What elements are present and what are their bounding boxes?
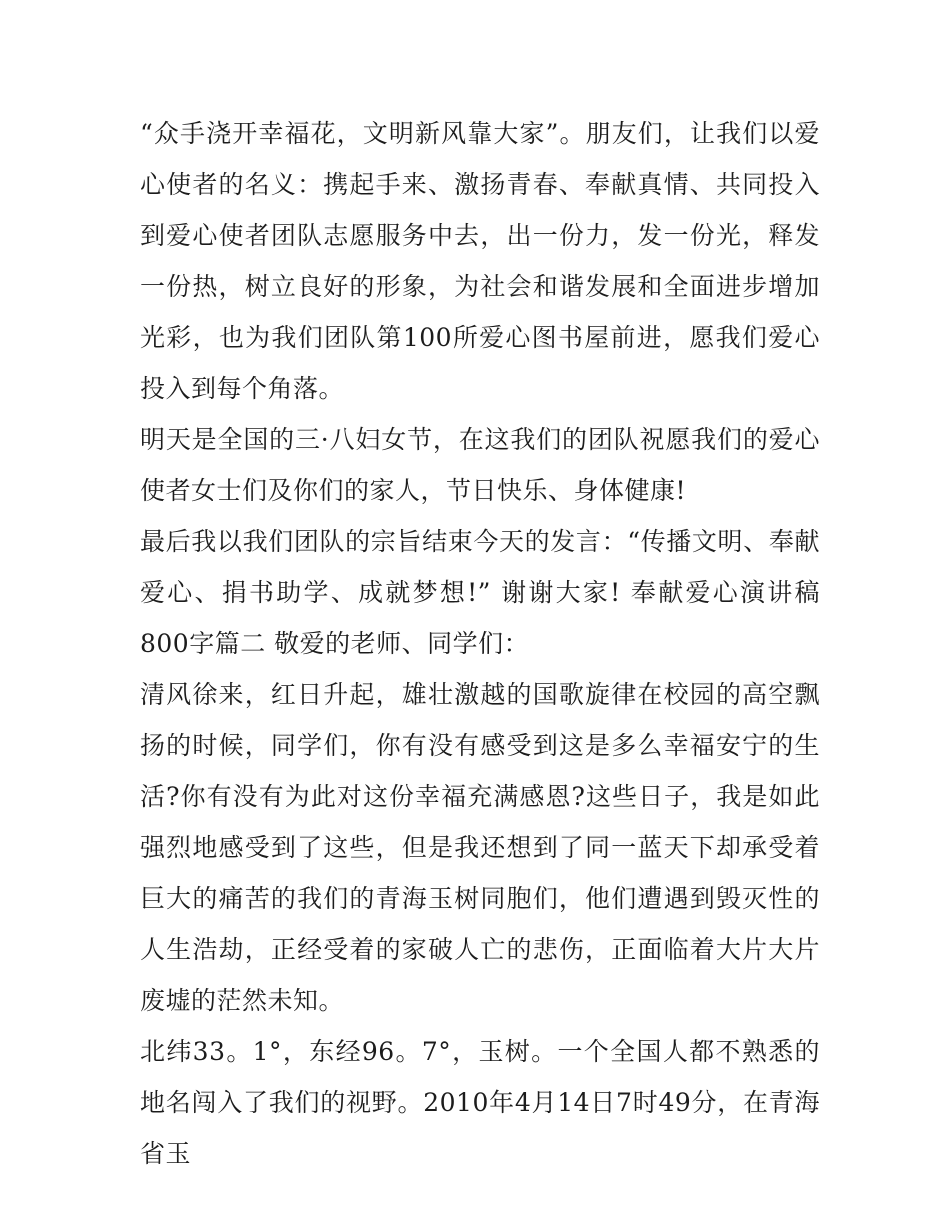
document-body [140,108,820,1179]
paragraph-3: 最后我以我们团队的宗旨结束今天的发言：“传播文明、奉献爱心、捐书助学、成就梦想!” 谢谢大家! 奉献爱心演讲稿800字篇二 敬爱的老师、同学们： [140,527,820,658]
paragraph-2: 明天是全国的三·八妇女节，在这我们的团队祝愿我们的爱心使者女士们及你们的家人，节日快乐、身体健康! [140,425,820,505]
paragraph-1: “众手浇开幸福花，文明新风靠大家”。朋友们，让我们以爱心使者的名义：携起手来、激扬青春、奉献真情、共同投入到爱心使者团队志愿服务中去，出一份力，发一份光，释发一份热，树立良好的形象，为社会和谐发展和全面进步增加光彩，也为我们团队第100所爱心图书屋前进，愿我们爱心投入到每个角落。 [140,119,820,403]
paragraph-5: 北纬33。1°，东经96。7°，玉树。一个全国人都不熟悉的地名闯入了我们的视野。2010年4月14日7时49分，在青海省玉 [140,1037,820,1168]
paragraph-4: 清风徐来，红日升起，雄壮激越的国歌旋律在校园的高空飘扬的时候，同学们，你有没有感受到这是多么幸福安宁的生活?你有没有为此对这份幸福充满感恩?这些日子，我是如此强烈地感受到了这些，但是我还想到了同一蓝天下却承受着巨大的痛苦的我们的青海玉树同胞们，他们遭遇到毁灭性的人生浩劫，正经受着的家破人亡的悲伤，正面临着大片大片废墟的茫然未知。 [140,680,820,1015]
